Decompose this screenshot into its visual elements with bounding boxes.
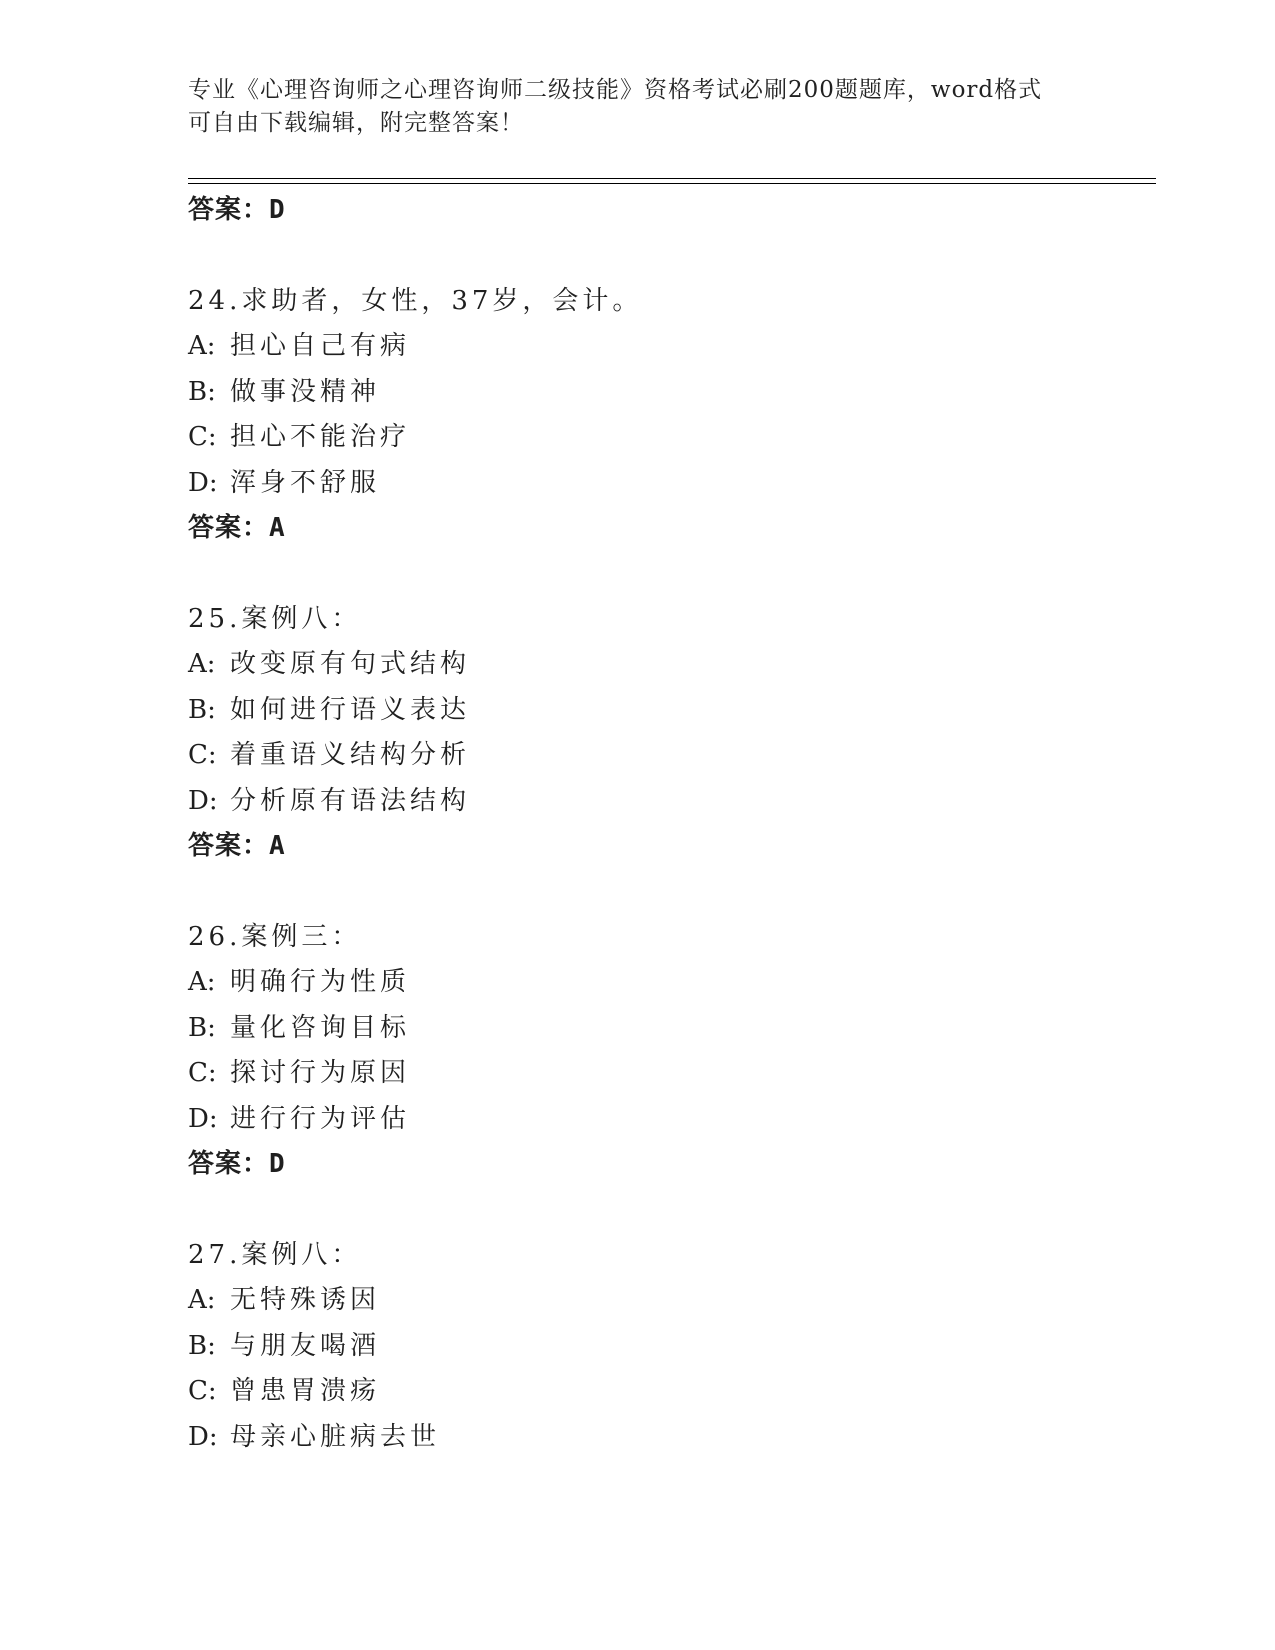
option-letter: C: bbox=[188, 740, 217, 770]
header-line-1: 专业《心理咨询师之心理咨询师二级技能》资格考试必刷200题题库，word格式 bbox=[188, 77, 1043, 103]
option-d bbox=[188, 1097, 1156, 1143]
answer-value: A bbox=[269, 513, 286, 543]
option-text: 分析原有语法结构 bbox=[230, 785, 471, 816]
option-b bbox=[188, 688, 1156, 734]
option-letter: B: bbox=[188, 1330, 216, 1361]
option-letter: D: bbox=[188, 1421, 218, 1452]
answer-value: D bbox=[269, 1149, 286, 1179]
question-block bbox=[188, 279, 1156, 552]
option-text: 担心自己有病 bbox=[230, 331, 411, 361]
option-d bbox=[188, 779, 1156, 825]
spacer bbox=[188, 870, 1156, 915]
header-line-2: 可自由下载编辑，附完整答案！ bbox=[188, 110, 524, 136]
option-letter: A: bbox=[188, 649, 216, 679]
question-stem: 26.案例三： bbox=[188, 921, 362, 952]
question-stem: 25.案例八： bbox=[188, 603, 362, 634]
option-text: 浑身不舒服 bbox=[230, 467, 381, 498]
option-text: 与朋友喝酒 bbox=[230, 1330, 381, 1361]
option-c bbox=[188, 1051, 1156, 1097]
option-d bbox=[188, 1415, 1156, 1461]
option-letter: B: bbox=[188, 376, 216, 407]
answer-label: 答案： bbox=[188, 831, 270, 861]
answer-line bbox=[188, 188, 1156, 234]
option-text: 进行行为评估 bbox=[230, 1103, 411, 1134]
option-text: 改变原有句式结构 bbox=[230, 649, 471, 679]
option-b bbox=[188, 1006, 1156, 1052]
option-letter: A: bbox=[188, 967, 216, 997]
option-text: 无特殊诱因 bbox=[230, 1285, 381, 1315]
question-block bbox=[188, 1233, 1156, 1461]
question-block bbox=[188, 597, 1156, 870]
spacer bbox=[188, 552, 1156, 597]
option-text: 探讨行为原因 bbox=[230, 1058, 411, 1088]
spacer bbox=[188, 234, 1156, 279]
header-divider-top bbox=[188, 178, 1156, 179]
answer-label: 答案： bbox=[188, 195, 270, 225]
answer-value: D bbox=[269, 195, 286, 225]
option-text: 曾患胃溃疡 bbox=[230, 1376, 381, 1406]
option-text: 量化咨询目标 bbox=[230, 1012, 411, 1043]
option-text: 做事没精神 bbox=[230, 376, 381, 407]
option-text: 明确行为性质 bbox=[230, 967, 411, 997]
option-a bbox=[188, 324, 1156, 370]
answer-line bbox=[188, 506, 1156, 552]
answer-label: 答案： bbox=[188, 513, 270, 543]
option-d bbox=[188, 461, 1156, 507]
spacer bbox=[188, 1188, 1156, 1233]
option-letter: D: bbox=[188, 1103, 218, 1134]
option-letter: D: bbox=[188, 467, 218, 498]
document-body bbox=[188, 188, 1156, 1460]
option-text: 着重语义结构分析 bbox=[230, 740, 471, 770]
option-letter: B: bbox=[188, 694, 216, 725]
option-letter: C: bbox=[188, 422, 217, 452]
question-block bbox=[188, 915, 1156, 1188]
option-a bbox=[188, 1278, 1156, 1324]
answer-line bbox=[188, 824, 1156, 870]
option-a bbox=[188, 960, 1156, 1006]
answer-line bbox=[188, 1142, 1156, 1188]
option-letter: B: bbox=[188, 1012, 216, 1043]
option-a bbox=[188, 642, 1156, 688]
answer-label: 答案： bbox=[188, 1149, 270, 1179]
option-letter: D: bbox=[188, 785, 218, 816]
option-c bbox=[188, 733, 1156, 779]
option-text: 母亲心脏病去世 bbox=[230, 1421, 441, 1452]
question-stem: 27.案例八： bbox=[188, 1239, 362, 1270]
question-stem: 24.求助者，女性，37岁，会计。 bbox=[188, 285, 643, 316]
option-letter: C: bbox=[188, 1058, 217, 1088]
option-c bbox=[188, 1369, 1156, 1415]
option-letter: A: bbox=[188, 331, 216, 361]
option-letter: C: bbox=[188, 1376, 217, 1406]
option-b bbox=[188, 370, 1156, 416]
option-letter: A: bbox=[188, 1285, 216, 1315]
header-divider-bottom bbox=[188, 183, 1156, 184]
option-text: 担心不能治疗 bbox=[230, 422, 411, 452]
option-b bbox=[188, 1324, 1156, 1370]
answer-value: A bbox=[269, 831, 286, 861]
option-c bbox=[188, 415, 1156, 461]
option-text: 如何进行语义表达 bbox=[230, 694, 471, 725]
document-header bbox=[188, 74, 1068, 140]
